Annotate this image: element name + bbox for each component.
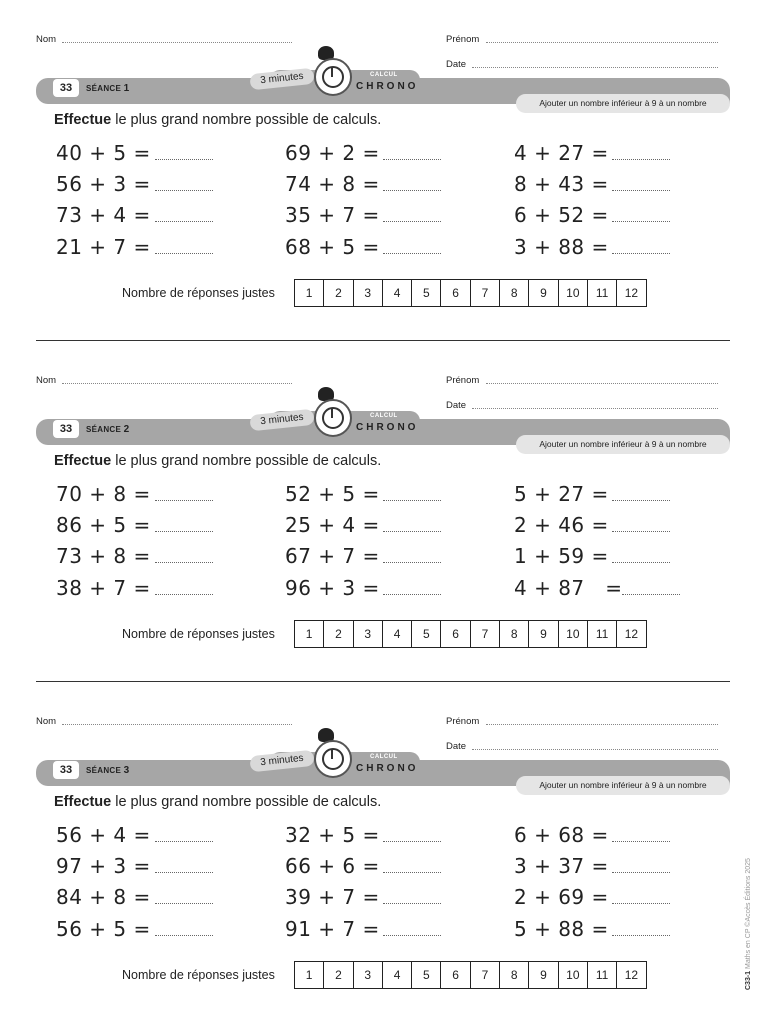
- prenom-field[interactable]: [486, 383, 718, 384]
- calculation: 32 + 5 =: [285, 823, 380, 847]
- score-cell[interactable]: 11: [588, 280, 617, 306]
- score-cell[interactable]: 3: [354, 621, 383, 647]
- answer-field[interactable]: [155, 159, 213, 160]
- copyright-note: C33-1 Maths en CP ©Accès Éditions 2025: [745, 858, 752, 990]
- calculation: 66 + 6 =: [285, 854, 380, 878]
- nom-label: Nom: [36, 716, 57, 727]
- calculation: 6 + 68 =: [514, 823, 609, 847]
- answer-field[interactable]: [383, 935, 441, 936]
- score-cell[interactable]: 4: [383, 280, 412, 306]
- score-cell[interactable]: 1: [295, 621, 324, 647]
- answer-field[interactable]: [383, 221, 441, 222]
- calculation: 39 + 7 =: [285, 885, 380, 909]
- prenom-label: Prénom: [446, 716, 480, 727]
- prenom-label: Prénom: [446, 34, 480, 45]
- score-cell[interactable]: 11: [588, 962, 617, 988]
- calculation: 1 + 59 =: [514, 544, 609, 568]
- score-cell[interactable]: 3: [354, 962, 383, 988]
- calculation: 74 + 8 =: [285, 172, 380, 196]
- score-cell[interactable]: 12: [624, 968, 639, 982]
- score-cell[interactable]: 12: [624, 286, 639, 300]
- answer-field[interactable]: [383, 531, 441, 532]
- calcul-label: CALCUL: [370, 754, 398, 760]
- stopwatch-icon: [314, 740, 352, 778]
- score-label: Nombre de réponses justes: [122, 627, 275, 641]
- answer-field[interactable]: [383, 190, 441, 191]
- calculation: 70 + 8 =: [56, 482, 151, 506]
- seance-label: SÉANCE 2: [86, 424, 130, 435]
- score-grid: [294, 620, 647, 648]
- calculation: 73 + 4 =: [56, 203, 151, 227]
- calculation: 21 + 7 =: [56, 235, 151, 259]
- score-cell[interactable]: 1: [295, 280, 324, 306]
- calculation: 56 + 4 =: [56, 823, 151, 847]
- calculation: 40 + 5 =: [56, 141, 151, 165]
- calculation: 68 + 5 =: [285, 235, 380, 259]
- worksheet-number-badge: 33: [53, 420, 79, 438]
- answer-field[interactable]: [612, 903, 670, 904]
- date-label: Date: [446, 400, 467, 411]
- minutes-tag: 3 minutes: [249, 68, 314, 91]
- score-cell[interactable]: 12: [624, 627, 639, 641]
- score-cell[interactable]: 8: [500, 621, 529, 647]
- answer-field[interactable]: [622, 594, 680, 595]
- score-cell[interactable]: 7: [471, 280, 500, 306]
- calculation: 2 + 69 =: [514, 885, 609, 909]
- calculation: 4 + 87 =: [514, 576, 623, 600]
- exercise-section-1: [0, 0, 768, 341]
- calculation: 52 + 5 =: [285, 482, 380, 506]
- stopwatch-icon: [314, 58, 352, 96]
- calculation: 3 + 37 =: [514, 854, 609, 878]
- exercise-section-2: [0, 341, 768, 682]
- answer-field[interactable]: [155, 903, 213, 904]
- worksheet-number-badge: 33: [53, 79, 79, 97]
- minutes-tag: 3 minutes: [249, 409, 314, 432]
- answer-field[interactable]: [383, 562, 441, 563]
- answer-field[interactable]: [155, 531, 213, 532]
- answer-field[interactable]: [155, 872, 213, 873]
- score-cell[interactable]: 8: [500, 280, 529, 306]
- score-cell[interactable]: 10: [559, 621, 588, 647]
- calcul-label: CALCUL: [370, 72, 398, 78]
- date-field[interactable]: [472, 749, 718, 750]
- answer-field[interactable]: [155, 594, 213, 595]
- score-cell[interactable]: 5: [412, 962, 441, 988]
- score-label: Nombre de réponses justes: [122, 286, 275, 300]
- score-cell[interactable]: 9: [529, 280, 558, 306]
- nom-field[interactable]: [62, 383, 292, 384]
- skill-subtitle: Ajouter un nombre inférieur à 9 à un nombre: [516, 776, 730, 795]
- answer-field[interactable]: [612, 500, 670, 501]
- score-cell[interactable]: 10: [559, 962, 588, 988]
- date-label: Date: [446, 741, 467, 752]
- score-grid: [294, 961, 647, 989]
- nom-field[interactable]: [62, 42, 292, 43]
- score-cell[interactable]: 9: [529, 621, 558, 647]
- prenom-label: Prénom: [446, 375, 480, 386]
- score-cell[interactable]: 2: [324, 962, 353, 988]
- score-cell[interactable]: 7: [471, 621, 500, 647]
- answer-field[interactable]: [612, 253, 670, 254]
- date-field[interactable]: [472, 67, 718, 68]
- answer-field[interactable]: [155, 500, 213, 501]
- answer-field[interactable]: [612, 531, 670, 532]
- worksheet-number-badge: 33: [53, 761, 79, 779]
- answer-field[interactable]: [155, 935, 213, 936]
- chrono-label: CHRONO: [356, 422, 419, 433]
- seance-label: SÉANCE 3: [86, 765, 130, 776]
- answer-field[interactable]: [612, 562, 670, 563]
- score-cell[interactable]: 1: [295, 962, 324, 988]
- calculation: 38 + 7 =: [56, 576, 151, 600]
- stopwatch-icon: [314, 399, 352, 437]
- score-cell[interactable]: 8: [500, 962, 529, 988]
- skill-subtitle: Ajouter un nombre inférieur à 9 à un nombre: [516, 435, 730, 454]
- seance-label: SÉANCE 1: [86, 83, 130, 94]
- answer-field[interactable]: [612, 872, 670, 873]
- score-cell[interactable]: 6: [441, 621, 470, 647]
- skill-subtitle: Ajouter un nombre inférieur à 9 à un nombre: [516, 94, 730, 113]
- instruction-text: Effectue le plus grand nombre possible de calculs.: [54, 112, 382, 128]
- answer-field[interactable]: [612, 841, 670, 842]
- answer-field[interactable]: [383, 594, 441, 595]
- calculation: 4 + 27 =: [514, 141, 609, 165]
- chrono-label: CHRONO: [356, 81, 419, 92]
- answer-field[interactable]: [383, 500, 441, 501]
- answer-field[interactable]: [155, 253, 213, 254]
- calculation: 5 + 27 =: [514, 482, 609, 506]
- calculation: 97 + 3 =: [56, 854, 151, 878]
- prenom-field[interactable]: [486, 724, 718, 725]
- calculation: 6 + 52 =: [514, 203, 609, 227]
- nom-field[interactable]: [62, 724, 292, 725]
- instruction-text: Effectue le plus grand nombre possible de calculs.: [54, 794, 382, 810]
- score-cell[interactable]: 10: [559, 280, 588, 306]
- prenom-field[interactable]: [486, 42, 718, 43]
- calculation: 73 + 8 =: [56, 544, 151, 568]
- score-cell[interactable]: 2: [324, 280, 353, 306]
- score-cell[interactable]: 6: [441, 280, 470, 306]
- calculation: 3 + 88 =: [514, 235, 609, 259]
- calculation: 96 + 3 =: [285, 576, 380, 600]
- score-cell[interactable]: 4: [383, 962, 412, 988]
- calculation: 86 + 5 =: [56, 513, 151, 537]
- answer-field[interactable]: [383, 903, 441, 904]
- calculation: 91 + 7 =: [285, 917, 380, 941]
- score-label: Nombre de réponses justes: [122, 968, 275, 982]
- calculation: 8 + 43 =: [514, 172, 609, 196]
- minutes-tag: 3 minutes: [249, 750, 314, 773]
- answer-field[interactable]: [155, 562, 213, 563]
- answer-field[interactable]: [383, 253, 441, 254]
- score-cell[interactable]: 4: [383, 621, 412, 647]
- calculation: 56 + 3 =: [56, 172, 151, 196]
- answer-field[interactable]: [612, 935, 670, 936]
- date-label: Date: [446, 59, 467, 70]
- calcul-label: CALCUL: [370, 413, 398, 419]
- calculation: 84 + 8 =: [56, 885, 151, 909]
- answer-field[interactable]: [612, 190, 670, 191]
- answer-field[interactable]: [155, 221, 213, 222]
- answer-field[interactable]: [383, 872, 441, 873]
- answer-field[interactable]: [383, 841, 441, 842]
- score-cell[interactable]: 6: [441, 962, 470, 988]
- exercise-section-3: [0, 682, 768, 1023]
- score-cell[interactable]: 5: [412, 280, 441, 306]
- calculation: 35 + 7 =: [285, 203, 380, 227]
- answer-field[interactable]: [612, 159, 670, 160]
- calculation: 67 + 7 =: [285, 544, 380, 568]
- answer-field[interactable]: [383, 159, 441, 160]
- date-field[interactable]: [472, 408, 718, 409]
- calculation: 5 + 88 =: [514, 917, 609, 941]
- instruction-text: Effectue le plus grand nombre possible de calculs.: [54, 453, 382, 469]
- nom-label: Nom: [36, 375, 57, 386]
- calculation: 2 + 46 =: [514, 513, 609, 537]
- score-cell[interactable]: 11: [588, 621, 617, 647]
- score-cell[interactable]: 2: [324, 621, 353, 647]
- chrono-label: CHRONO: [356, 763, 419, 774]
- score-cell[interactable]: 5: [412, 621, 441, 647]
- answer-field[interactable]: [155, 190, 213, 191]
- score-cell[interactable]: 9: [529, 962, 558, 988]
- nom-label: Nom: [36, 34, 57, 45]
- score-cell[interactable]: 3: [354, 280, 383, 306]
- calculation: 69 + 2 =: [285, 141, 380, 165]
- score-grid: [294, 279, 647, 307]
- score-cell[interactable]: 7: [471, 962, 500, 988]
- answer-field[interactable]: [612, 221, 670, 222]
- calculation: 56 + 5 =: [56, 917, 151, 941]
- calculation: 25 + 4 =: [285, 513, 380, 537]
- answer-field[interactable]: [155, 841, 213, 842]
